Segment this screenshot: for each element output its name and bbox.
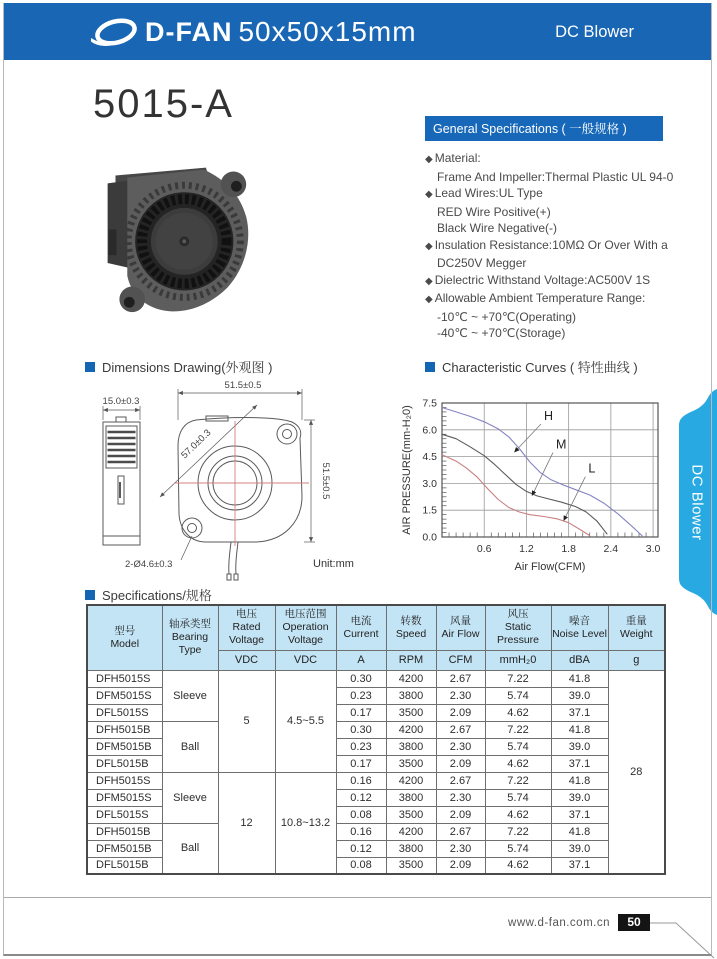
dim-unit: Unit:mm [313,558,354,570]
column-header: 噪音 Noise Level [551,605,608,650]
unit-header: mmH₂0 [485,650,551,670]
dim-holes: 2-Ø4.6±0.3 [125,559,173,570]
model-cell: DFL5015B [87,755,162,772]
dim-height: 51.5±0.5 [320,462,331,500]
diamond-bullet-icon: ◆ [425,240,433,252]
weight-cell: 28 [608,670,665,874]
column-header: 风量 Air Flow [436,605,485,650]
table-cell: 2.30 [436,738,485,755]
column-header: 型号 Model [87,605,162,670]
table-cell: 2.30 [436,789,485,806]
dimensions-section-title: Dimensions Drawing(外观图 ) [102,360,273,375]
table-cell: 0.12 [336,840,386,857]
unit-header: CFM [436,650,485,670]
column-header: 电压 Rated Voltage [218,605,275,650]
unit-header: dBA [551,650,608,670]
dim-top-width: 51.5±0.5 [224,380,262,391]
table-cell: 3800 [386,687,436,704]
spec-line: ◆ Material: [425,151,481,165]
spec-line: -40℃ ~ +70℃(Storage) [437,326,566,340]
table-cell: 41.8 [551,772,608,789]
curves-section-title: Characteristic Curves ( 特性曲线 ) [442,360,638,375]
column-header: 电压范围 Operation Voltage [275,605,336,650]
table-cell: 41.8 [551,670,608,687]
fan-size-title: 50x50x15mm [238,16,417,47]
unit-header: VDC [275,650,336,670]
curve-M [442,434,607,534]
x-tick-label: 2.4 [603,543,619,555]
bearing-cell: Sleeve [162,772,218,823]
table-cell: 2.09 [436,806,485,823]
unit-header: RPM [386,650,436,670]
table-header [87,605,665,670]
table-cell: 4200 [386,823,436,840]
table-cell: 2.67 [436,772,485,789]
table-cell: 3800 [386,840,436,857]
table-cell: 39.0 [551,789,608,806]
model-cell: DFH5015S [87,670,162,687]
general-specifications-title: General Specifications ( 一般规格 ) [425,116,663,141]
bearing-cell: Ball [162,823,218,874]
unit-header: VDC [218,650,275,670]
spec-line: Black Wire Negative(-) [437,221,558,235]
x-tick-label: 3.0 [645,543,661,555]
table-cell: 4200 [386,772,436,789]
model-cell: DFH5015S [87,772,162,789]
table-body [87,670,665,874]
fan-product-image [86,146,258,318]
table-cell: 2.67 [436,823,485,840]
side-tab-label-wrap [678,389,717,615]
table-cell: 5.74 [485,738,551,755]
x-tick-label: 1.2 [519,543,534,555]
model-cell: DFH5015B [87,721,162,738]
section-specifications [85,585,212,604]
y-tick-label: 7.5 [422,397,437,410]
spec-line: ◆ Lead Wires:UL Type [425,186,543,200]
table-cell: 37.1 [551,806,608,823]
diamond-bullet-icon: ◆ [425,189,433,200]
table-cell: 7.22 [485,772,551,789]
y-tick-label: 4.5 [422,451,437,464]
column-header: 电流 Current [336,605,386,650]
table-row [87,670,665,687]
model-cell: DFM5015B [87,840,162,857]
logo-text: D-FAN [145,16,233,47]
curve-label-H: H [544,408,554,423]
blue-square-bullet [85,362,95,372]
dim-side-width: 15.0±0.3 [102,396,140,407]
table-row [87,772,665,789]
table-cell: 3800 [386,738,436,755]
model-cell: DFH5015B [87,823,162,840]
column-header: 风压 Static Pressure [485,605,551,650]
table-cell: 37.1 [551,755,608,772]
model-title: 5015-A [93,82,234,126]
diamond-bullet-icon: ◆ [425,294,433,305]
table-row [87,823,665,840]
table-cell: 2.30 [436,840,485,857]
table-cell: 4.62 [485,857,551,874]
blue-square-bullet [425,362,435,372]
table-cell: 7.22 [485,823,551,840]
model-cell: DFM5015S [87,789,162,806]
x-tick-label: 0.6 [476,543,492,555]
page-number-badge: 50 [618,914,650,931]
table-cell: 2.30 [436,687,485,704]
footer-divider [3,897,712,898]
y-tick-label: 1.5 [422,504,437,517]
table-cell: 0.30 [336,721,386,738]
dim-diagonal: 57.0±0.3 [179,427,214,461]
curve-label-L: L [588,461,596,476]
diamond-bullet-icon: ◆ [425,275,433,287]
curve-L [442,455,590,536]
spec-line: ◆ Dielectric Withstand Voltage:AC500V 1S [425,272,651,287]
spec-line: ◆ Allowable Ambient Temperature Range: [425,291,646,305]
table-cell: 0.12 [336,789,386,806]
column-header: 轴承类型 Bearing Type [162,605,218,670]
y-tick-label: 6.0 [422,424,437,437]
table-cell: 37.1 [551,857,608,874]
section-dimensions [85,357,272,376]
table-cell: 4200 [386,670,436,687]
table-cell: 4.62 [485,806,551,823]
bearing-cell: Ball [162,721,218,772]
table-cell: 39.0 [551,687,608,704]
table-cell: 2.09 [436,857,485,874]
specifications-table [86,604,666,875]
operation-voltage-cell: 10.8~13.2 [275,772,336,874]
y-axis-title: AIR PRESSURE(mm-H₂0) [401,405,413,535]
table-cell: 2.09 [436,755,485,772]
table-cell: 41.8 [551,823,608,840]
table-cell: 0.16 [336,823,386,840]
footer-corner-line [650,915,716,959]
table-cell: 0.17 [336,755,386,772]
table-cell: 37.1 [551,704,608,721]
table-cell: 3800 [386,789,436,806]
diamond-bullet-icon: ◆ [425,154,433,165]
table-cell: 0.23 [336,738,386,755]
spec-line: ◆ Insulation Resistance:10MΩ Or Over With a [425,237,668,252]
header-banner [3,3,712,60]
spec-line: -10℃ ~ +70℃(Operating) [437,309,577,324]
table-cell: 0.08 [336,806,386,823]
table-cell: 2.67 [436,670,485,687]
table-cell: 41.8 [551,721,608,738]
table-cell: 0.17 [336,704,386,721]
table-cell: 3500 [386,755,436,772]
operation-voltage-cell: 4.5~5.5 [275,670,336,772]
table-cell: 7.22 [485,670,551,687]
dimensions-drawing [78,376,396,586]
column-header: 重量 Weight [608,605,665,650]
spec-line: DC250V Megger [437,256,527,270]
table-cell: 0.16 [336,772,386,789]
table-cell: 0.23 [336,687,386,704]
x-tick-label: 1.8 [561,543,576,555]
y-tick-label: 3.0 [422,477,437,490]
table-cell: 5.74 [485,687,551,704]
curve-label-M: M [555,437,567,452]
rated-voltage-cell: 5 [218,670,275,772]
blue-square-bullet [85,590,95,600]
table-cell: 3500 [386,704,436,721]
model-cell: DFL5015B [87,857,162,874]
side-tab-label: DC Blower [689,463,706,541]
table-cell: 4.62 [485,704,551,721]
spec-line: Frame And Impeller:Thermal Plastic UL 94-0 [437,169,674,184]
table-cell: 39.0 [551,738,608,755]
general-specifications-panel [425,116,674,342]
table-cell: 3500 [386,806,436,823]
table-cell: 4.62 [485,755,551,772]
bearing-cell: Sleeve [162,670,218,721]
table-cell: 7.22 [485,721,551,738]
model-cell: DFM5015S [87,687,162,704]
characteristic-curves-chart [400,378,682,586]
column-header: 转数 Speed [386,605,436,650]
section-curves [425,357,638,376]
table-cell: 0.30 [336,670,386,687]
table-cell: 3500 [386,857,436,874]
table-cell: 5.74 [485,789,551,806]
general-specs-list [425,150,674,342]
product-type-label: DC Blower [555,23,634,41]
spec-table-section-title: Specifications/规格 [102,588,212,603]
model-cell: DFL5015S [87,806,162,823]
x-axis-title: Air Flow(CFM) [514,561,586,573]
table-cell: 5.74 [485,840,551,857]
table-cell: 0.08 [336,857,386,874]
model-cell: DFM5015B [87,738,162,755]
spec-line: RED Wire Positive(+) [437,204,551,219]
table-cell: 2.67 [436,721,485,738]
table-cell: 2.09 [436,704,485,721]
table-cell: 39.0 [551,840,608,857]
unit-header: A [336,650,386,670]
model-cell: DFL5015S [87,704,162,721]
table-row [87,721,665,738]
rated-voltage-cell: 12 [218,772,275,874]
y-tick-label: 0.0 [422,531,437,544]
table-cell: 4200 [386,721,436,738]
unit-header: g [608,650,665,670]
website-url: www.d-fan.com.cn [508,917,610,929]
